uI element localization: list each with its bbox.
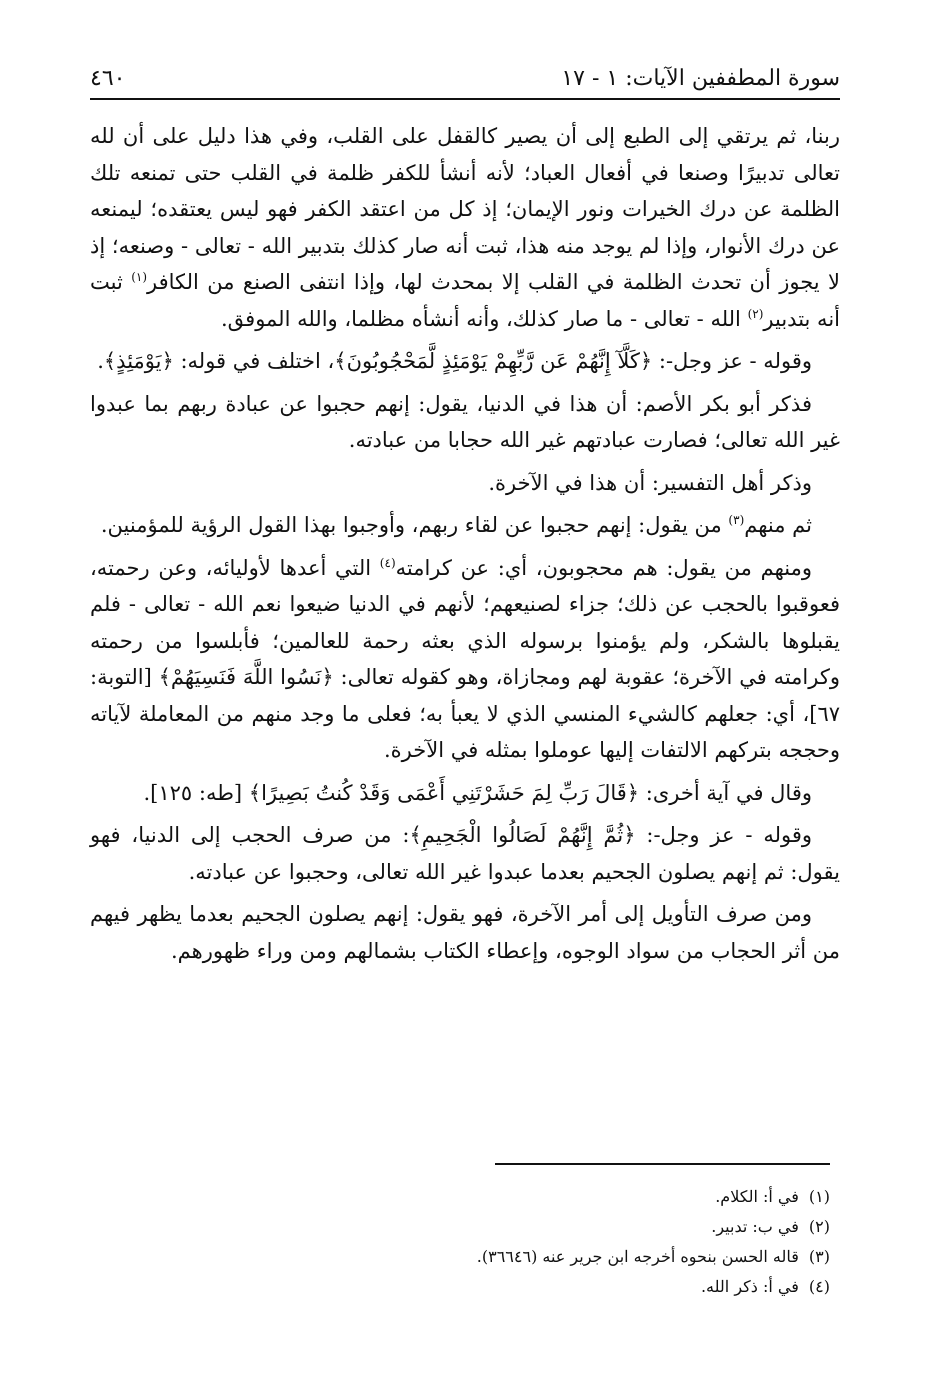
footnote: [90, 1212, 830, 1242]
paragraph: [90, 386, 840, 459]
paragraph: [90, 775, 840, 812]
footnote-marker: (٢): [747, 306, 764, 321]
paragraph: [90, 896, 840, 969]
text-run: التي أعدها لأوليائه، وعن رحمته، فعوقبوا بالحجب عن ذلك؛ جزاء لصنيعهم؛ لأنهم في الدنيا ضيعوا نعم الله - تعالى - فلم يقبلوها بالشكر، ولم يؤمنوا برسوله الذي بعثه رحمة للعالمين؛ فأبلسوا من رحمته وكرامته في الآخرة؛ عقوبة لهم ومجازاة، وهو كقوله تعالى: ﴿نَسُوا اللَّهَ فَنَسِيَهُمْ﴾ [التوبة: ٦٧]، أي: جعلهم كالشيء المنسي الذي لا يعبأ به؛ فعلى ما وجد منهم من المعاملة لآياته وحججه بتركهم الالتفات إليها عوملوا بمثله في الآخرة.: [90, 555, 840, 762]
text-run: فذكر أبو بكر الأصم: أن هذا في الدنيا، يقول: إنهم حجبوا عن عبادة ربهم بما عبدوا غير الله تعالى؛ فصارت عبادتهم غير الله حجابا من عبادته.: [90, 391, 840, 452]
main-text: [90, 118, 840, 969]
text-run: وقوله - عز وجل-: ﴿ثُمَّ إِنَّهُمْ لَصَالُوا الْجَحِيمِ﴾: من صرف الحجب إلى الدنيا، فهو يقول: ثم إنهم يصلون الجحيم بعدما عبدوا غير الله تعالى، وحجبوا عن عبادته.: [90, 823, 840, 884]
footnote-marker: (٤): [379, 555, 396, 570]
paragraph: [90, 507, 840, 544]
header-rule: [90, 98, 840, 100]
footnote-text: في أ: الكلام.: [715, 1187, 799, 1206]
footnote-number: (٤): [808, 1277, 830, 1296]
text-run: ثم منهم: [744, 513, 812, 537]
text-run: من يقول: إنهم حجبوا عن لقاء ربهم، وأوجبوا بهذا القول الرؤية للمؤمنين.: [100, 513, 729, 537]
footnotes: [90, 1182, 830, 1302]
page-header: [90, 58, 840, 98]
text-run: وقوله - عز وجل-: ﴿كَلَّآ إِنَّهُمْ عَن رَّبِّهِمْ يَوْمَئِذٍ لَّمَحْجُوبُونَ﴾، اختلف في قوله: ﴿يَوْمَئِذٍ﴾.: [97, 349, 812, 373]
running-title: سورة المطففين الآيات: ١ - ١٧: [561, 65, 840, 91]
text-run: ومن صرف التأويل إلى أمر الآخرة، فهو يقول: إنهم يصلون الجحيم بعدما يظهر فيهم من أثر الحجاب من سواد الوجوه، وإعطاء الكتاب بشمالهم ومن وراء ظهورهم.: [90, 902, 840, 963]
footnote-marker: (١): [131, 270, 148, 284]
footnote: [90, 1182, 830, 1212]
paragraph: [90, 817, 840, 890]
footnote-marker: (٣): [728, 513, 745, 527]
footnote-number: (٣): [808, 1247, 830, 1266]
text-run: الله - تعالى - ما صار كذلك، وأنه أنشأه مظلما، والله الموفق.: [220, 306, 748, 331]
text-run: وقال في آية أخرى: ﴿قَالَ رَبِّ لِمَ حَشَرْتَنِي أَعْمَى وَقَدْ كُنتُ بَصِيرًا﴾ [طه: ١٢٥].: [143, 780, 812, 805]
page-number: ٤٦٠: [90, 65, 126, 91]
footnote: [90, 1242, 830, 1272]
footnote-text: في ب: تدبير.: [711, 1217, 799, 1236]
footnote-number: (١): [808, 1187, 830, 1206]
paragraph: [90, 465, 840, 502]
paragraph: [90, 550, 840, 769]
footnote: [90, 1272, 830, 1302]
text-run: ومنهم من يقول: هم محجوبون، أي: عن كرامته: [395, 555, 812, 580]
footnote-separator: [495, 1163, 830, 1165]
footnote-text: قاله الحسن بنحوه أخرجه ابن جرير عنه (٣٦٦٤٦).: [476, 1247, 799, 1266]
text-run: وذكر أهل التفسير: أن هذا في الآخرة.: [488, 470, 812, 495]
paragraph: [90, 343, 840, 380]
footnote-text: في أ: ذكر الله.: [700, 1277, 799, 1296]
paragraph: [90, 118, 840, 337]
text-run: ثبت أنه بتدبير: [90, 270, 840, 331]
text-run: ربنا، ثم يرتقي إلى الطبع إلى أن يصير كالقفل على القلب، وفي هذا دليل على أن لله تعالى تدبيرًا وصنعا في أفعال العباد؛ لأنه أنشأ للكفر ظلمة في القلب حتى تمنعه تلك الظلمة عن درك الخيرات ونور الإيمان؛ إذ كل من اعتقد الكفر فهو ليس يعتقده؛ ليمنعه عن درك الأنوار، وإذا لم يوجد منه هذا، ثبت أنه صار كذلك بتدبير الله - تعالى - وصنعه؛ إذ لا يجوز أن تحدث الظلمة في القلب إلا بمحدث لها، وإذا انتفى الصنع من الكافر: [90, 124, 840, 294]
footnote-number: (٢): [808, 1217, 830, 1236]
